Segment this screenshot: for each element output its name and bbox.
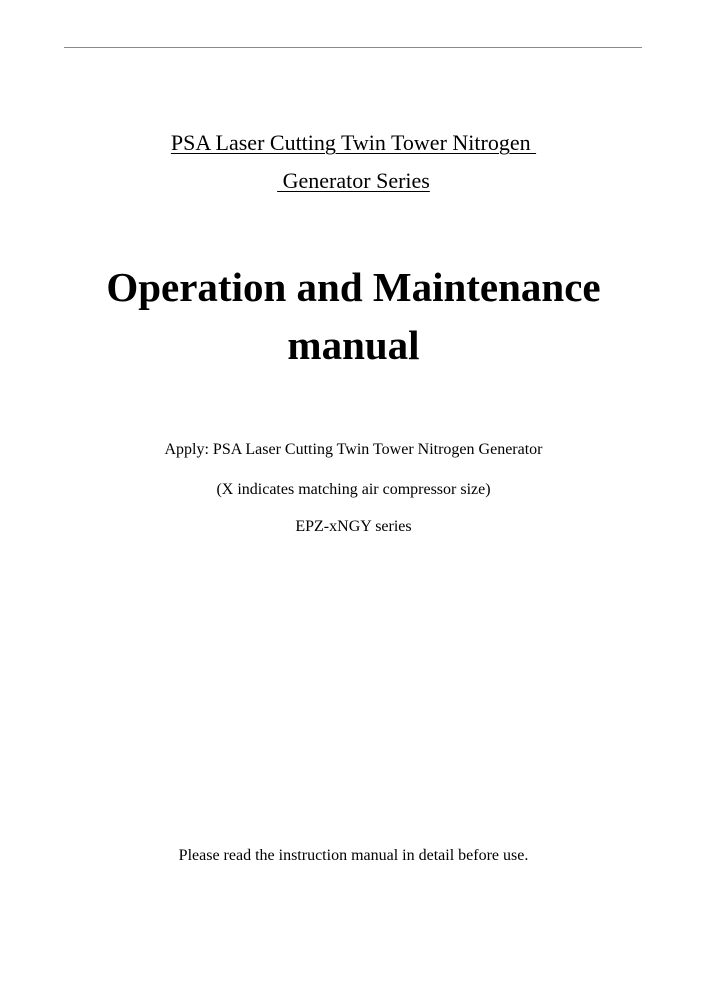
subtitle-line-2: Generator Series (277, 168, 430, 193)
note-text: (X indicates matching air compressor size) (216, 481, 491, 498)
header-rule (64, 47, 642, 48)
page-title-line-1: Operation and Maintenance (106, 264, 601, 310)
page-title-line-2: manual (287, 322, 420, 368)
series-text: EPZ-xNGY series (295, 518, 412, 535)
footer-note: Please read the instruction manual in detail before use. (178, 847, 529, 864)
apply-text: Apply: PSA Laser Cutting Twin Tower Nitrogen Generator (164, 441, 543, 458)
subtitle-line-1: PSA Laser Cutting Twin Tower Nitrogen (170, 130, 537, 155)
